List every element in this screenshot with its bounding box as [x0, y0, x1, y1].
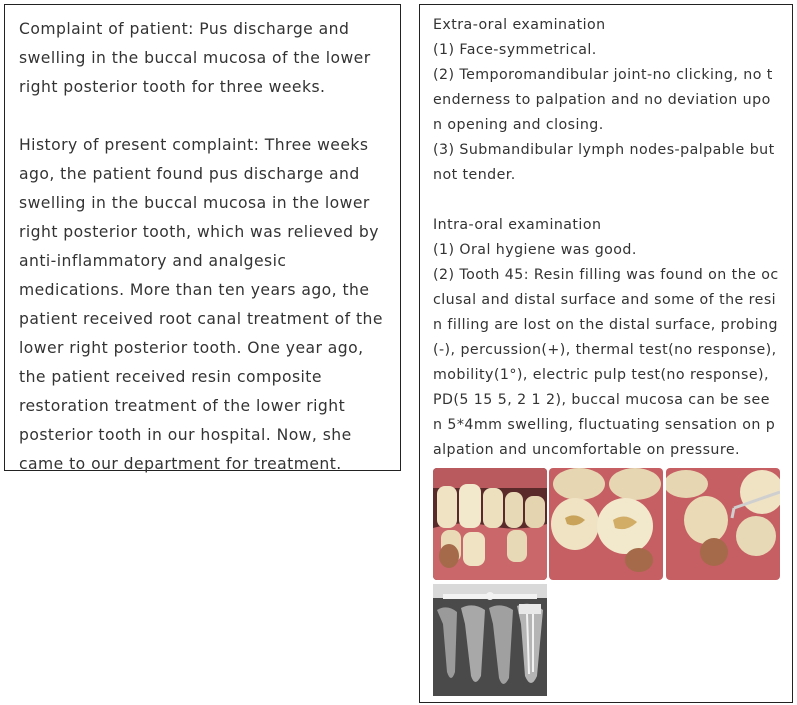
clinical-photo-occlusal-view: [549, 468, 663, 580]
intraoral-item: (2) Tooth 45: Resin filling was found on the occlusal and distal surface and some of the resin filling are lost on the distal surface, probing(-), percussion(+), thermal test(no response), mobility(1°), electric pulp test(no response), PD(5 15 5, 2 1 2), buccal mucosa can be seen 5*4mm swelling, fluctuating sensation on palpation and uncomfortable on pressure.: [433, 267, 779, 458]
clinical-photo-probe-view: [666, 468, 780, 580]
periapical-radiograph: [433, 584, 547, 696]
complaint-text: Complaint of patient: Pus discharge and swelling in the buccal mucosa of the lower right posterior tooth for three weeks.: [19, 20, 371, 96]
history-text: History of present complaint: Three weeks ago, the patient found pus discharge and swelling in the buccal mucosa in the lower right posterior tooth, which was relieved by anti-inflammatory and analgesic medications. More than ten years ago, the patient received root canal treatment of the lower right posterior tooth. One year ago, the patient received resin composite restoration treatment of the lower right posterior tooth in our hospital. Now, she came to our department for treatment.: [19, 136, 383, 473]
intraoral-heading: Intra-oral examination: [433, 217, 602, 233]
extraoral-item: (3) Submandibular lymph nodes-palpable but not tender.: [433, 142, 775, 183]
extraoral-item: (2) Temporomandibular joint-no clicking, no tenderness to palpation and no deviation upon opening and closing.: [433, 67, 773, 133]
examination-panel: [419, 4, 793, 703]
clinical-photo-buccal-view: [433, 468, 547, 580]
extraoral-heading: Extra-oral examination: [433, 17, 606, 33]
extraoral-item: (1) Face-symmetrical.: [433, 42, 597, 58]
patient-history-panel: [4, 4, 401, 471]
intraoral-item: (1) Oral hygiene was good.: [433, 242, 637, 258]
clinical-photos: [433, 468, 780, 580]
